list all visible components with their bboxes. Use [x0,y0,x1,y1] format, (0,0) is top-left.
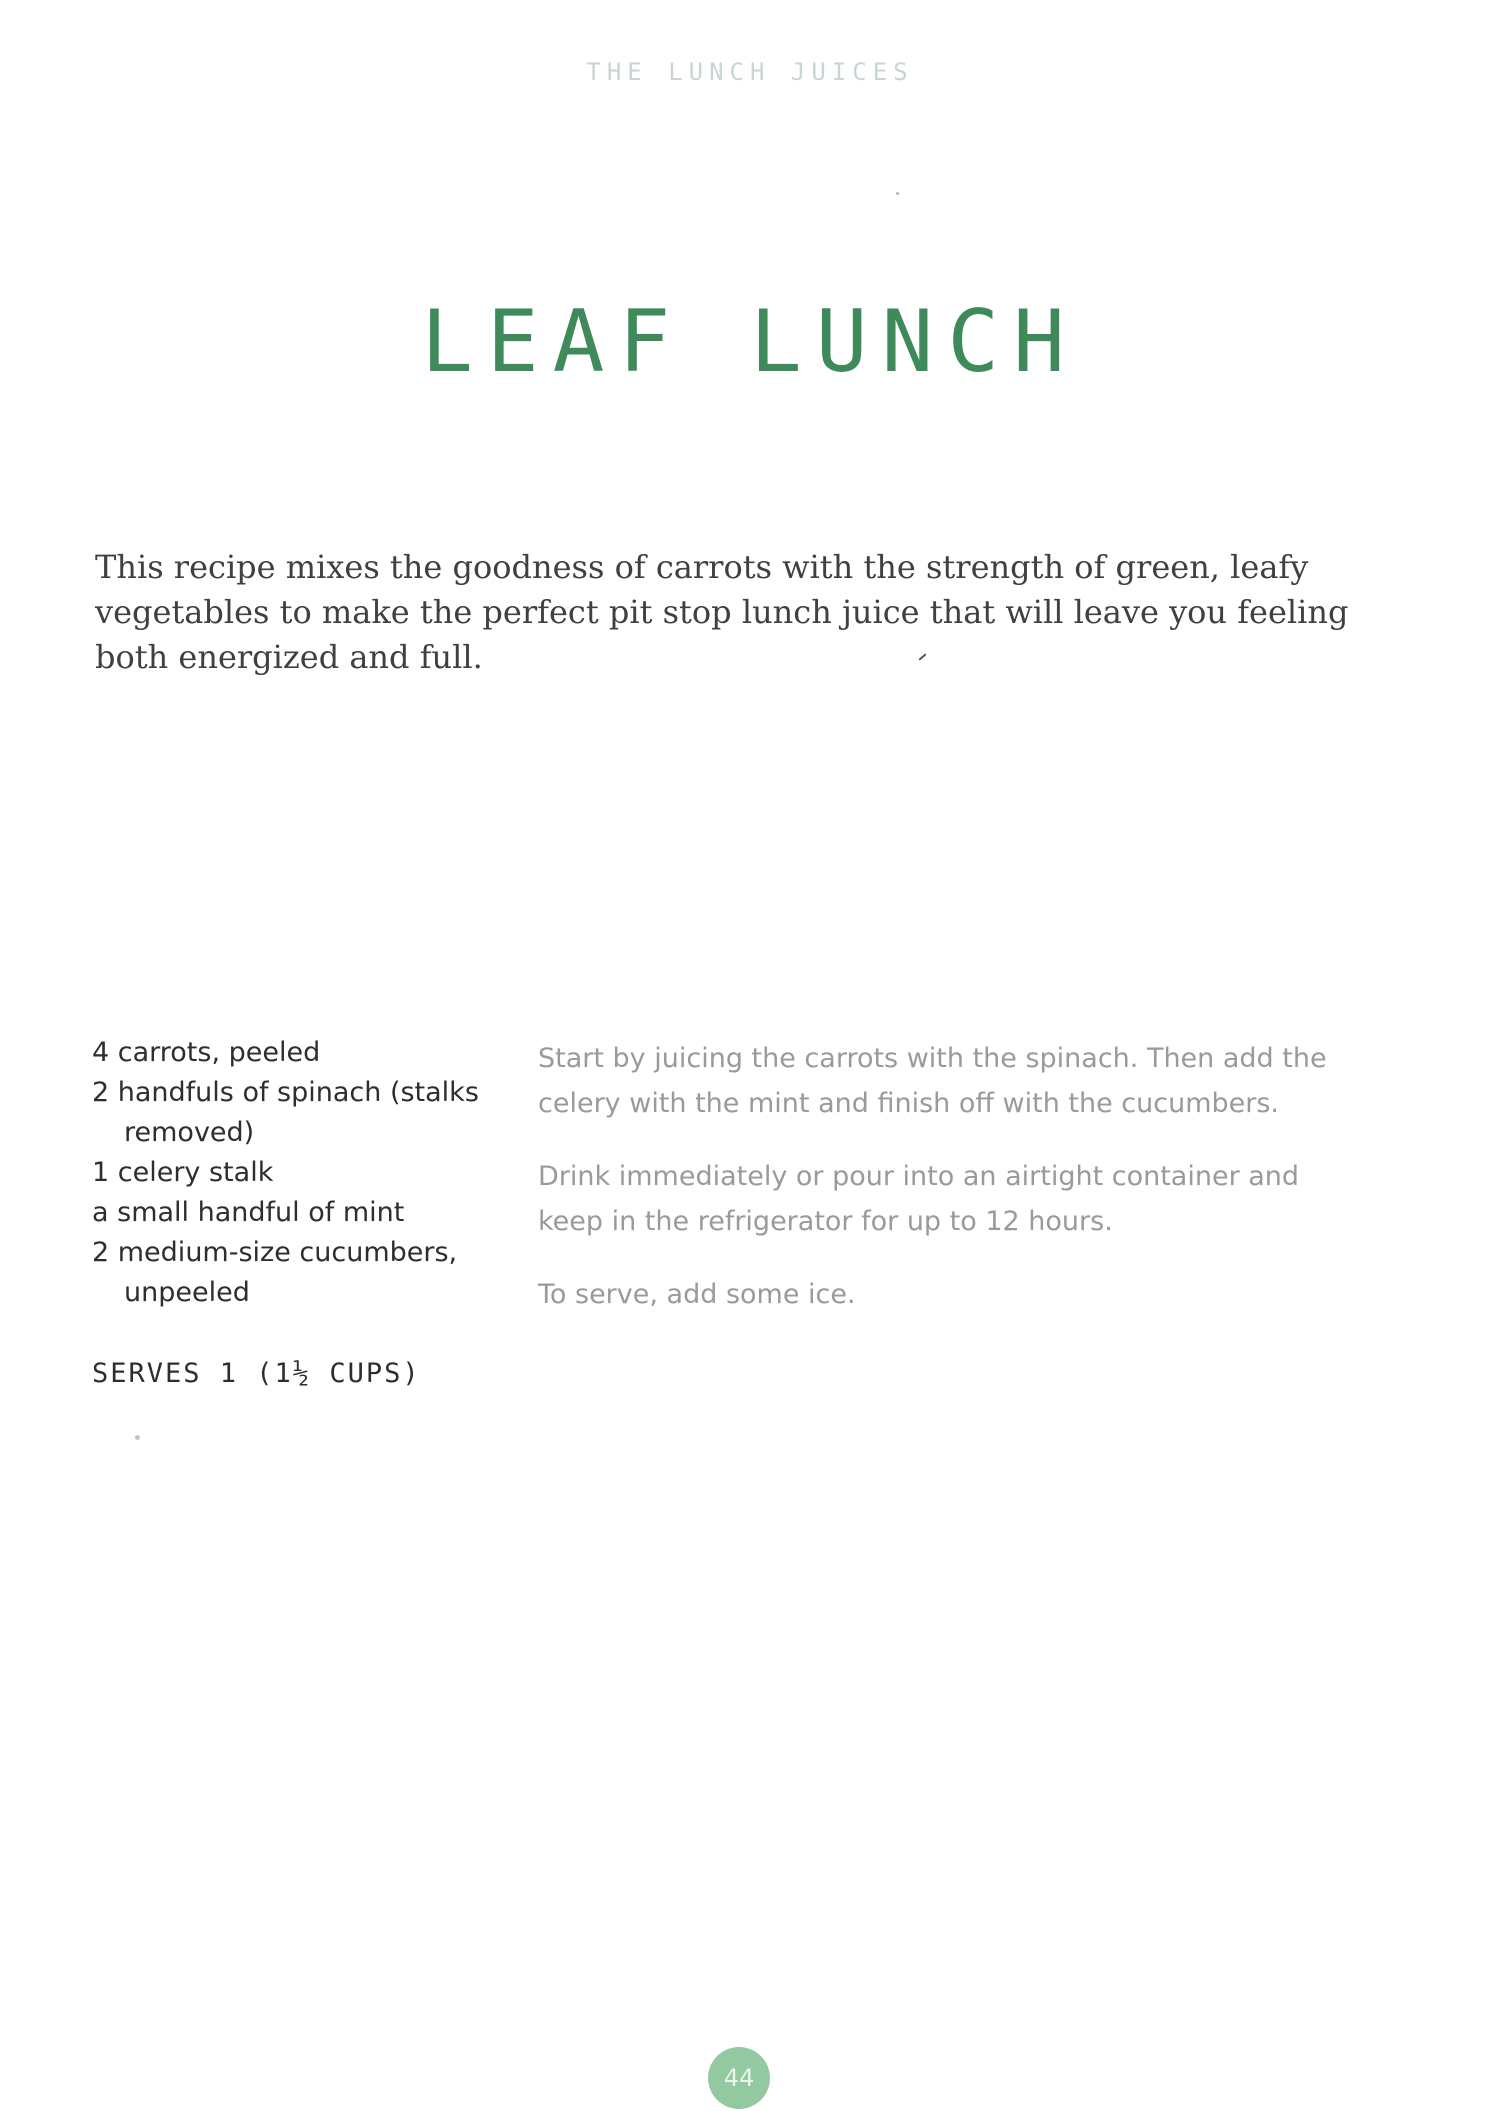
ingredient-item: 1 celery stalk [92,1157,274,1188]
ingredient-item: 4 carrots, peeled [92,1037,321,1068]
ingredient-item: 2 medium-size cucumbers, unpeeled [92,1237,458,1308]
recipe-intro: This recipe mixes the goodness of carrots with the strength of green, leafy vegetables to make the perfect pit stop lunch juice that will leave you feeling both energized and full. [95,548,1349,676]
serving-size: SERVES 1 (1½ CUPS) [92,1358,421,1389]
method-step: Drink immediately or pour into an airtight container and keep in the refrigerator for up to 12 hours. [538,1161,1300,1237]
ingredient-item: a small handful of mint [92,1197,405,1228]
running-head: THE LUNCH JUICES [586,58,914,86]
method-steps [538,1036,1358,1345]
method-step: Start by juicing the carrots with the spinach. Then add the celery with the mint and finish off with the cucumbers. [538,1043,1327,1119]
scan-speck [135,1435,140,1440]
ingredient-item: 2 handfuls of spinach (stalks removed) [92,1077,479,1148]
recipe-title: LEAF LUNCH [421,292,1079,392]
scan-speck [896,192,899,195]
page-number-badge: 44 [708,2047,770,2109]
method-step: To serve, add some ice. [538,1279,856,1310]
ingredient-list [92,1033,512,1313]
